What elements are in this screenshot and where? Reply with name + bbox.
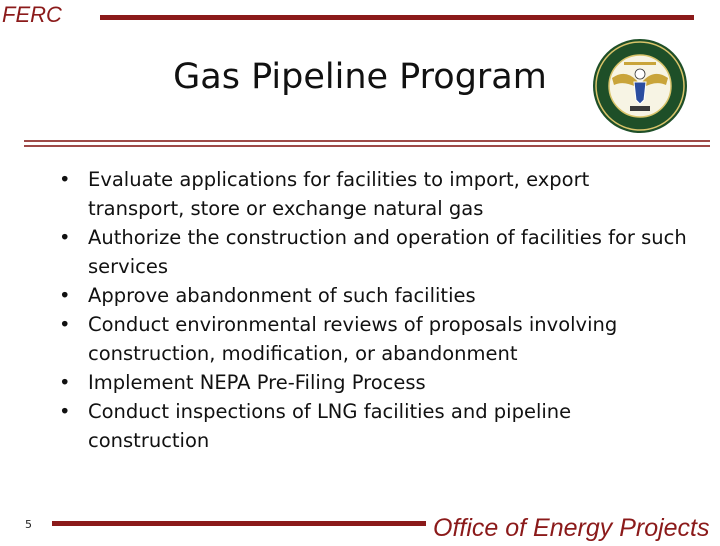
header-rule	[100, 15, 694, 20]
list-item	[58, 223, 688, 281]
list-item-text: Implement NEPA Pre-Filing Process	[88, 371, 426, 394]
page-number: 5	[25, 518, 32, 531]
list-item	[58, 281, 688, 310]
list-item-text: Conduct environmental reviews of proposals involving construction, modification, or abandonment	[88, 313, 618, 365]
bullet-list	[58, 165, 688, 455]
list-item-text: Approve abandonment of such facilities	[88, 284, 476, 307]
slide-title: Gas Pipeline Program	[173, 57, 547, 97]
bullet-glyph: •	[59, 400, 71, 423]
list-item-text: Authorize the construction and operation of facilities for such services	[88, 226, 687, 278]
list-item	[58, 368, 688, 397]
office-label: Office of Energy Projects	[433, 514, 710, 542]
bullet-glyph: •	[59, 226, 71, 249]
list-item	[58, 165, 688, 223]
bullet-glyph: •	[59, 284, 71, 307]
list-item-text: Conduct inspections of LNG facilities and pipeline construction	[88, 400, 572, 452]
list-item	[58, 310, 688, 368]
title-divider-top	[24, 140, 710, 142]
list-item-text: Evaluate applications for facilities to import, export transport, store or exchange natural gas	[88, 168, 590, 220]
title-divider-bottom	[24, 145, 710, 147]
bullet-glyph: •	[59, 313, 71, 336]
doe-seal-icon	[592, 38, 688, 134]
bullet-glyph: •	[59, 371, 71, 394]
list-item	[58, 397, 688, 455]
ferc-label: FERC	[2, 2, 62, 27]
bullet-glyph: •	[59, 168, 71, 191]
footer-rule	[52, 521, 426, 526]
